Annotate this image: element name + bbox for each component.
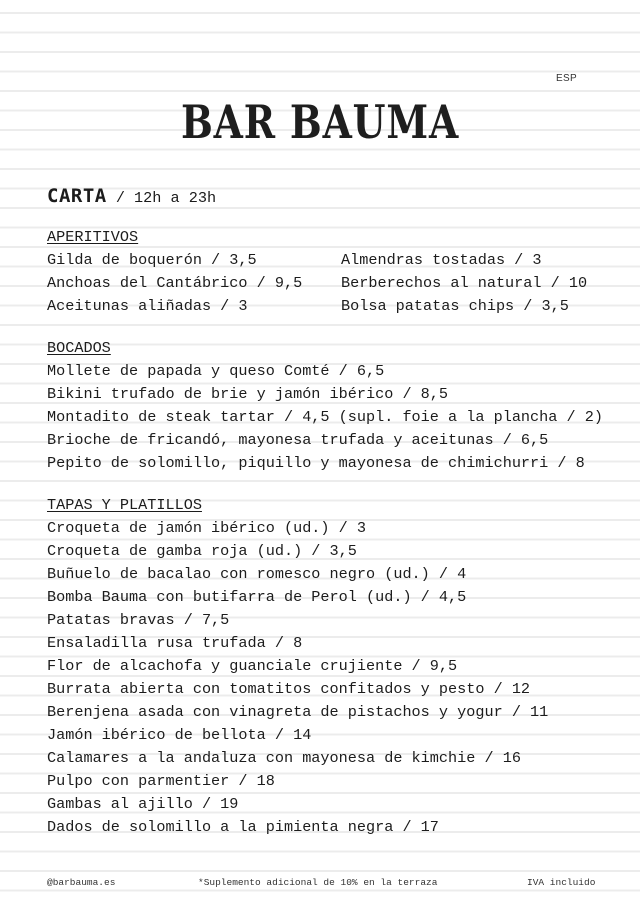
aperitivos-left-column [47, 249, 302, 318]
section-bocados [47, 337, 603, 475]
menu-item: Bolsa patatas chips / 3,5 [341, 297, 569, 315]
menu-item: Berberechos al natural / 10 [341, 274, 588, 292]
menu-item: Pulpo con parmentier / 18 [47, 772, 275, 790]
menu-item: Patatas bravas / 7,5 [47, 611, 230, 629]
bar-logo: BAR BAUMA [180, 95, 460, 149]
terrace-surcharge-note: *Suplemento adicional de 10% en la terraza [198, 877, 438, 888]
menu-title [47, 185, 216, 210]
section-heading: APERITIVOS [47, 228, 139, 246]
menu-item: Pepito de solomillo, piquillo y mayonesa de chimichurri / 8 [47, 454, 585, 472]
section-heading: BOCADOS [47, 339, 111, 357]
menu-item: Gambas al ajillo / 19 [47, 795, 239, 813]
social-handle-link[interactable]: @barbauma.es [47, 877, 116, 888]
menu-item: Gilda de boquerón / 3,5 [47, 251, 257, 269]
section-heading: TAPAS Y PLATILLOS [47, 496, 202, 514]
opening-hours: / 12h a 23h [106, 189, 217, 207]
menu-item: Croqueta de jamón ibérico (ud.) / 3 [47, 519, 366, 537]
menu-item: Aceitunas aliñadas / 3 [47, 297, 248, 315]
menu-item: Berenjena asada con vinagreta de pistachos y yogur / 11 [47, 703, 549, 721]
menu-item: Burrata abierta con tomatitos confitados y pesto / 12 [47, 680, 531, 698]
section-aperitivos [47, 226, 607, 318]
menu-item: Ensaladilla rusa trufada / 8 [47, 634, 303, 652]
menu-item: Jamón ibérico de bellota / 14 [47, 726, 312, 744]
menu-item: Dados de solomillo a la pimienta negra / 17 [47, 818, 439, 836]
language-selector[interactable]: ESP [556, 73, 577, 84]
carta-heading: CARTA [47, 185, 107, 207]
menu-item: Montadito de steak tartar / 4,5 (supl. foie a la plancha / 2) [47, 408, 603, 426]
menu-item: Croqueta de gamba roja (ud.) / 3,5 [47, 542, 357, 560]
menu-item: Brioche de fricandó, mayonesa trufada y aceitunas / 6,5 [47, 431, 549, 449]
menu-item: Bomba Bauma con butifarra de Perol (ud.) / 4,5 [47, 588, 467, 606]
menu-item: Flor de alcachofa y guanciale crujiente / 9,5 [47, 657, 458, 675]
menu-item: Buñuelo de bacalao con romesco negro (ud.) / 4 [47, 565, 467, 583]
section-tapas-y-platillos [47, 494, 548, 839]
menu-item: Calamares a la andaluza con mayonesa de kimchie / 16 [47, 749, 521, 767]
menu-item: Mollete de papada y queso Comté / 6,5 [47, 362, 385, 380]
menu-item: Bikini trufado de brie y jamón ibérico / 8,5 [47, 385, 449, 403]
menu-item: Anchoas del Cantábrico / 9,5 [47, 274, 303, 292]
menu-item: Almendras tostadas / 3 [341, 251, 542, 269]
tax-note: IVA incluido [527, 877, 596, 888]
aperitivos-right-column [341, 249, 587, 318]
